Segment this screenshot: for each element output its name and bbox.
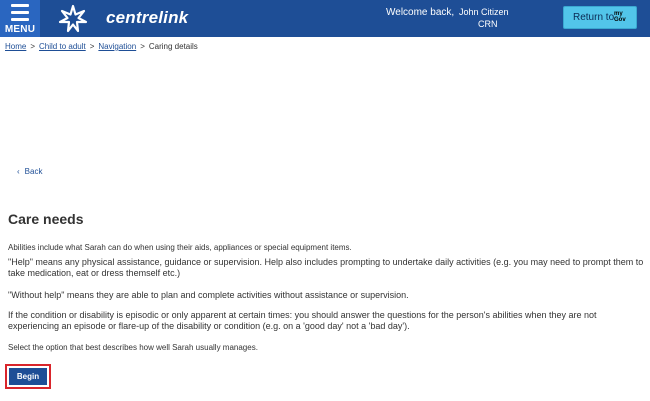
help-definition-paragraph: "Help" means any physical assistance, guidance or supervision. Help also includes prompting to undertake daily activities (e.g. you may need to prompt them to take medication, eat or dress themself etc.) <box>8 257 644 278</box>
episodic-condition-paragraph: If the condition or disability is episodic or only apparent at certain times: you should answer the questions for the person's abilities when they are not experiencing an episode or flare-up of the disability or condition (e.g. on a 'good day' not a 'bad day'). <box>8 310 597 331</box>
breadcrumb-separator: > <box>89 42 95 51</box>
back-link[interactable] <box>17 167 42 176</box>
menu-button[interactable] <box>0 0 40 37</box>
breadcrumb-home[interactable]: Home <box>5 42 27 51</box>
centrelink-star-logo-icon[interactable] <box>58 4 88 34</box>
return-to-mygov-button[interactable] <box>563 6 637 29</box>
chevron-left-icon: ‹ <box>17 167 20 176</box>
mygov-logo-icon: my Gov <box>614 11 626 23</box>
return-label: Return to <box>573 12 615 23</box>
breadcrumb <box>5 42 198 51</box>
menu-label: MENU <box>4 24 36 35</box>
breadcrumb-child-to-adult[interactable]: Child to adult <box>39 42 86 51</box>
crn-label: CRN <box>478 19 498 29</box>
welcome-text: Welcome back, <box>386 7 455 18</box>
welcome-message <box>386 7 509 18</box>
brand-name[interactable]: centrelink <box>106 8 189 27</box>
without-help-paragraph: "Without help" means they are able to plan and complete activities without assistance or supervision. <box>8 290 409 300</box>
begin-button-highlight <box>5 364 51 389</box>
breadcrumb-navigation[interactable]: Navigation <box>98 42 137 51</box>
abilities-paragraph: Abilities include what Sarah can do when using their aids, appliances or special equipment items. <box>8 243 352 252</box>
page-title: Care needs <box>8 211 84 227</box>
user-name: John Citizen <box>458 7 509 17</box>
instruction-paragraph: Select the option that best describes how well Sarah usually manages. <box>8 343 258 352</box>
breadcrumb-separator: > <box>140 42 145 51</box>
breadcrumb-separator: > <box>30 42 36 51</box>
breadcrumb-current: Caring details <box>148 42 198 51</box>
hamburger-icon <box>11 4 29 25</box>
begin-button[interactable]: Begin <box>9 368 47 385</box>
back-label: Back <box>24 167 43 176</box>
top-navigation-bar <box>0 0 650 37</box>
